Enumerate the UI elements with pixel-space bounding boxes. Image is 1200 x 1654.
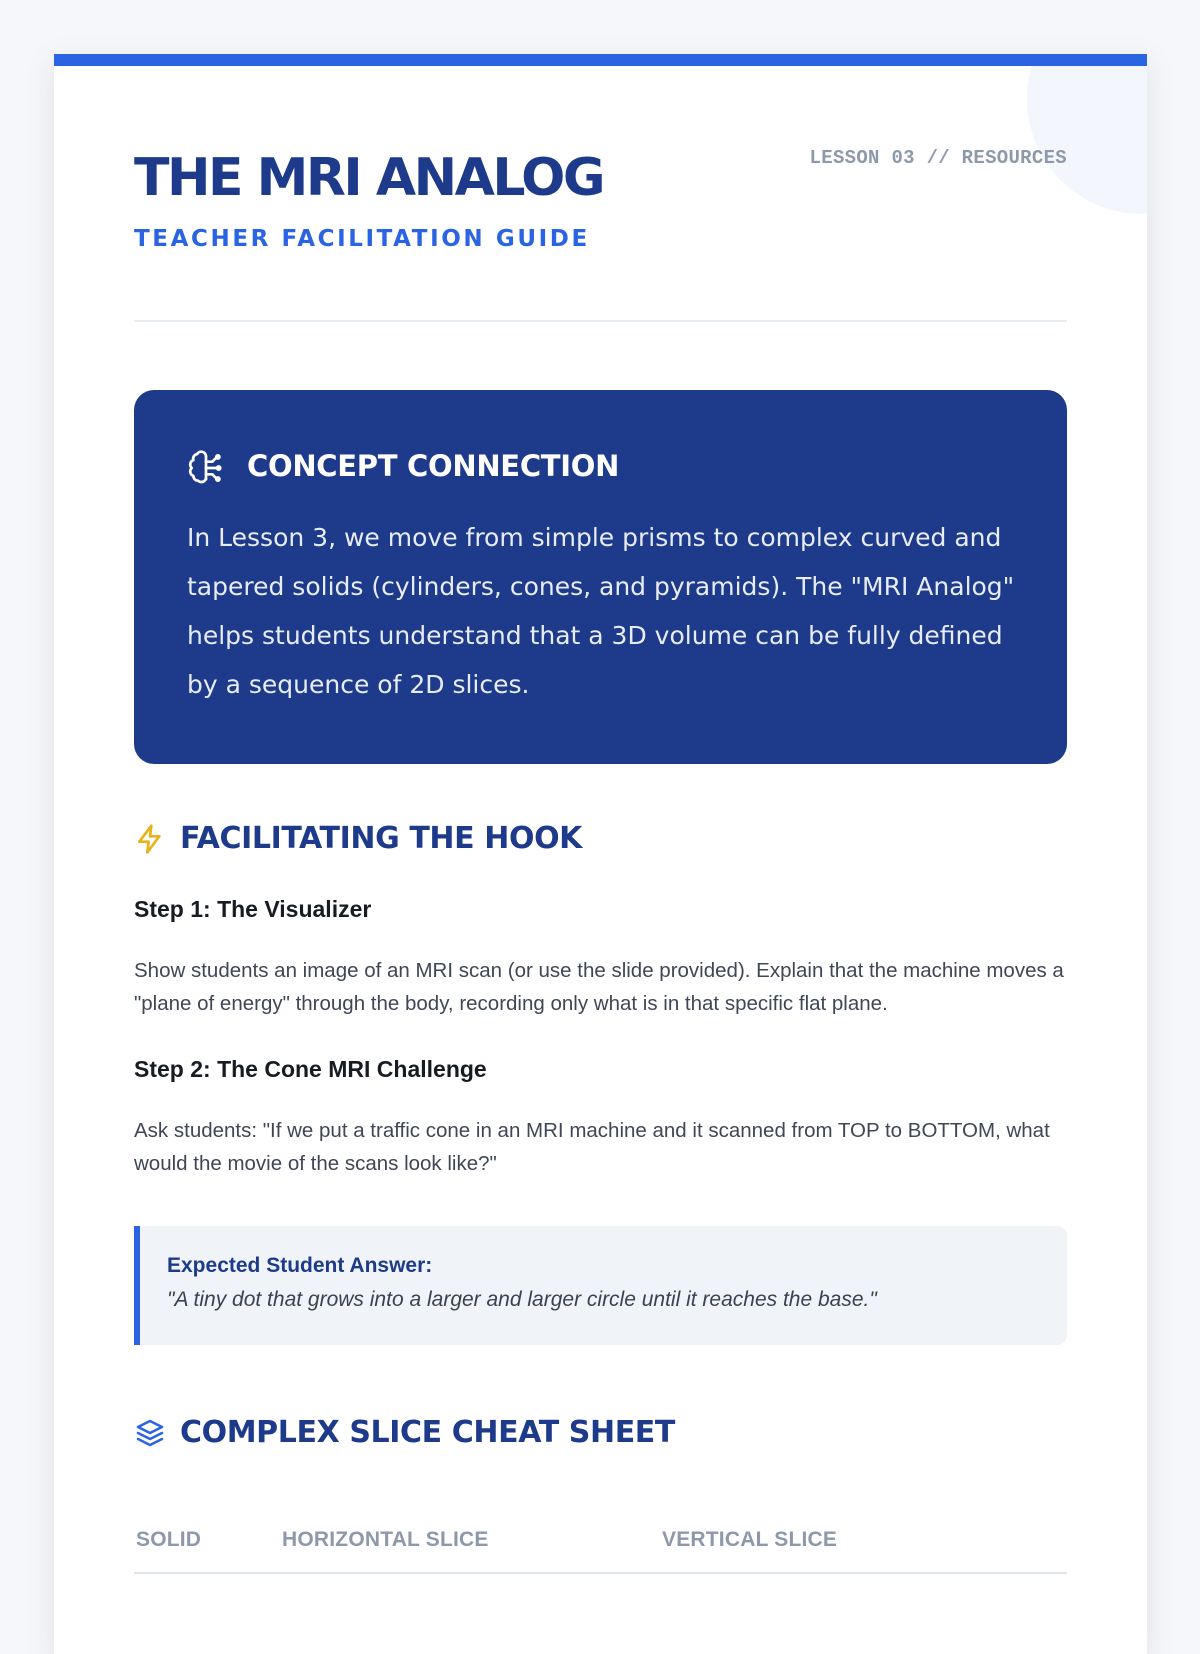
cheat-sheet-title: COMPLEX SLICE CHEAT SHEET [180, 1415, 675, 1450]
lightning-icon [134, 823, 166, 855]
page-subtitle: TEACHER FACILITATION GUIDE [134, 226, 590, 252]
cheat-sheet-section-header [134, 1413, 675, 1453]
step-1-title: Step 1: The Visualizer [134, 896, 372, 922]
column-header-horizontal-slice: HORIZONTAL SLICE [282, 1528, 489, 1551]
concept-connection-card [134, 390, 1067, 764]
step-2-title: Step 2: The Cone MRI Challenge [134, 1056, 487, 1082]
column-header-solid: SOLID [136, 1528, 202, 1551]
hook-section-title: FACILITATING THE HOOK [180, 821, 583, 856]
step-2-text: Ask students: "If we put a traffic cone in an MRI machine and it scanned from TOP to BOTTOM, what would the movie of the scans look like?" [134, 1119, 1050, 1175]
corner-decoration [1027, 54, 1147, 214]
brain-icon [187, 449, 225, 487]
column-header-vertical-slice: VERTICAL SLICE [662, 1528, 838, 1551]
header-divider [134, 320, 1067, 322]
guide-page [54, 54, 1147, 1654]
step-1-text: Show students an image of an MRI scan (or use the slide provided). Explain that the machine moves a "plane of energy" through the body, recording only what is in that specific flat plane. [134, 959, 1064, 1015]
expected-answer-callout [134, 1226, 1067, 1345]
top-accent-bar [54, 54, 1147, 66]
concept-title: CONCEPT CONNECTION [247, 449, 620, 483]
hook-section-header [134, 819, 582, 859]
expected-answer-label: Expected Student Answer: [167, 1254, 433, 1277]
layers-icon [134, 1417, 166, 1449]
concept-text: In Lesson 3, we move from simple prisms to complex curved and tapered solids (cylinders, cones, and pyramids). The "MRI Analog" helps students understand that a 3D volume can be fully defined by a sequence of 2D slices. [187, 523, 1015, 699]
page-title: THE MRI ANALOG [134, 148, 604, 208]
lesson-tag: LESSON 03 // RESOURCES [809, 147, 1067, 169]
table-header-divider [134, 1572, 1067, 1574]
expected-answer-text: "A tiny dot that grows into a larger and larger circle until it reaches the base." [167, 1288, 877, 1311]
